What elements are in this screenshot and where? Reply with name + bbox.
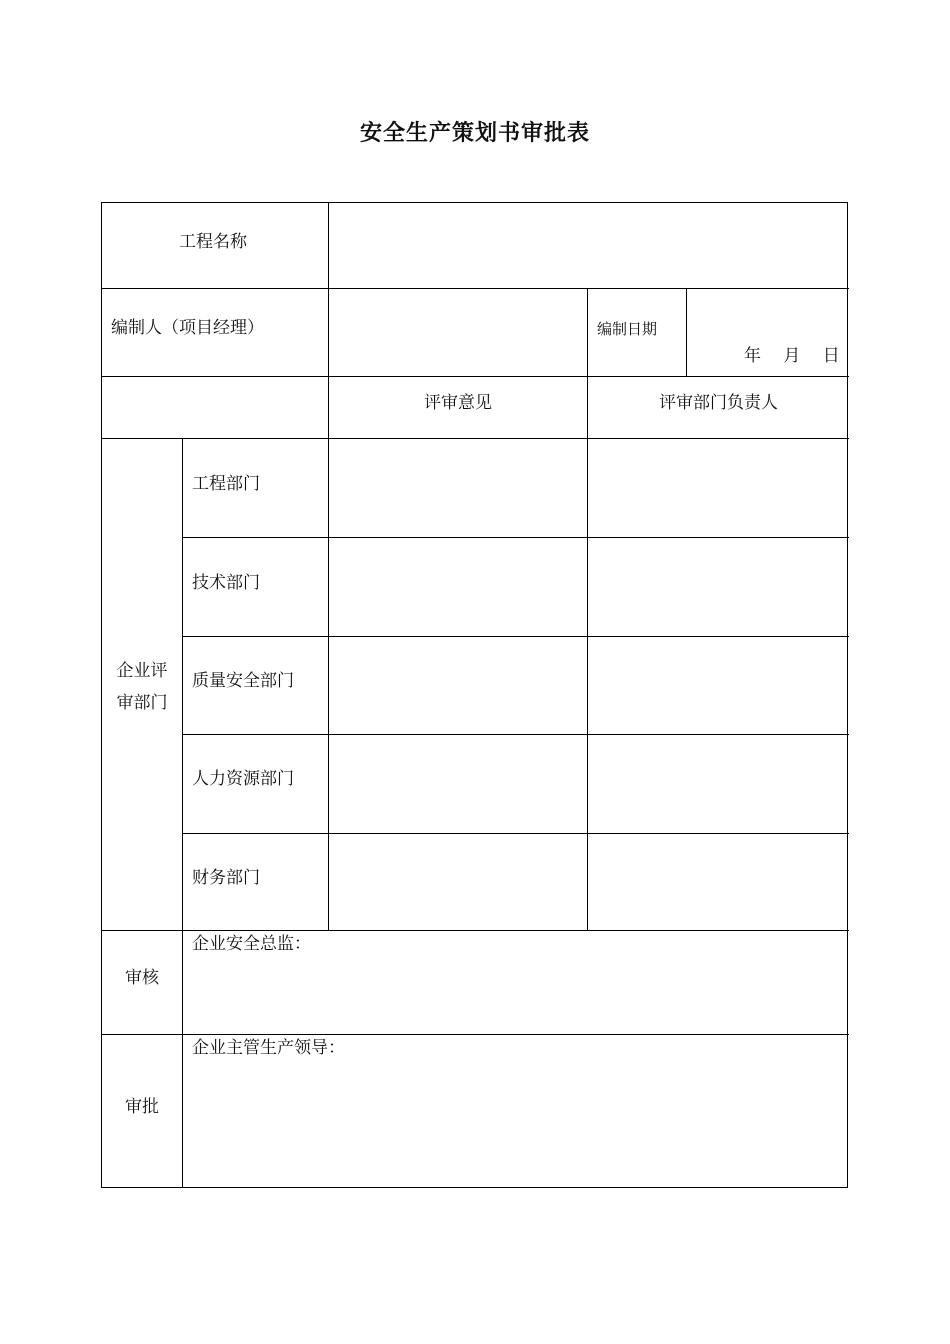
row-divider: [102, 1034, 849, 1035]
column-divider: [686, 288, 687, 376]
department-opinion-field[interactable]: [329, 735, 586, 832]
document-title: 安全生产策划书审批表: [359, 120, 590, 146]
department-responsible-field[interactable]: [588, 637, 847, 733]
review-group-label-line1: 企业评: [116, 661, 168, 681]
department-opinion-field[interactable]: [329, 538, 586, 635]
department-responsible-field[interactable]: [588, 538, 847, 635]
approve-field[interactable]: 企业主管生产领导：: [192, 1038, 345, 1058]
department-opinion-field[interactable]: [329, 637, 586, 733]
column-divider: [182, 438, 183, 1187]
department-label: 财务部门: [192, 868, 260, 888]
preparer-field[interactable]: [329, 289, 586, 375]
department-responsible-field[interactable]: [588, 439, 847, 536]
row-divider: [102, 930, 849, 931]
row-divider: [102, 376, 849, 377]
preparer-label: 编制人（项目经理）: [111, 318, 264, 338]
department-label: 技术部门: [192, 573, 260, 593]
project-name-label: 工程名称: [179, 232, 247, 252]
project-name-field[interactable]: [329, 204, 847, 287]
approve-label: 审批: [125, 1097, 159, 1117]
responsible-column-header: 评审部门负责人: [659, 393, 778, 413]
audit-field[interactable]: 企业安全总监：: [192, 934, 311, 954]
date-label: 编制日期: [597, 320, 658, 338]
department-label: 人力资源部门: [192, 769, 294, 789]
department-responsible-field[interactable]: [588, 834, 847, 929]
opinion-column-header: 评审意见: [424, 393, 492, 413]
department-label: 工程部门: [192, 474, 260, 494]
date-field[interactable]: 年 月 日: [744, 346, 840, 366]
review-group-label: [102, 655, 182, 719]
department-opinion-field[interactable]: [329, 834, 586, 929]
approval-form: [101, 202, 848, 1188]
review-group-label-line2: 审部门: [116, 693, 168, 713]
department-label: 质量安全部门: [192, 671, 294, 691]
department-opinion-field[interactable]: [329, 439, 586, 536]
audit-label: 审核: [125, 968, 159, 988]
department-responsible-field[interactable]: [588, 735, 847, 832]
